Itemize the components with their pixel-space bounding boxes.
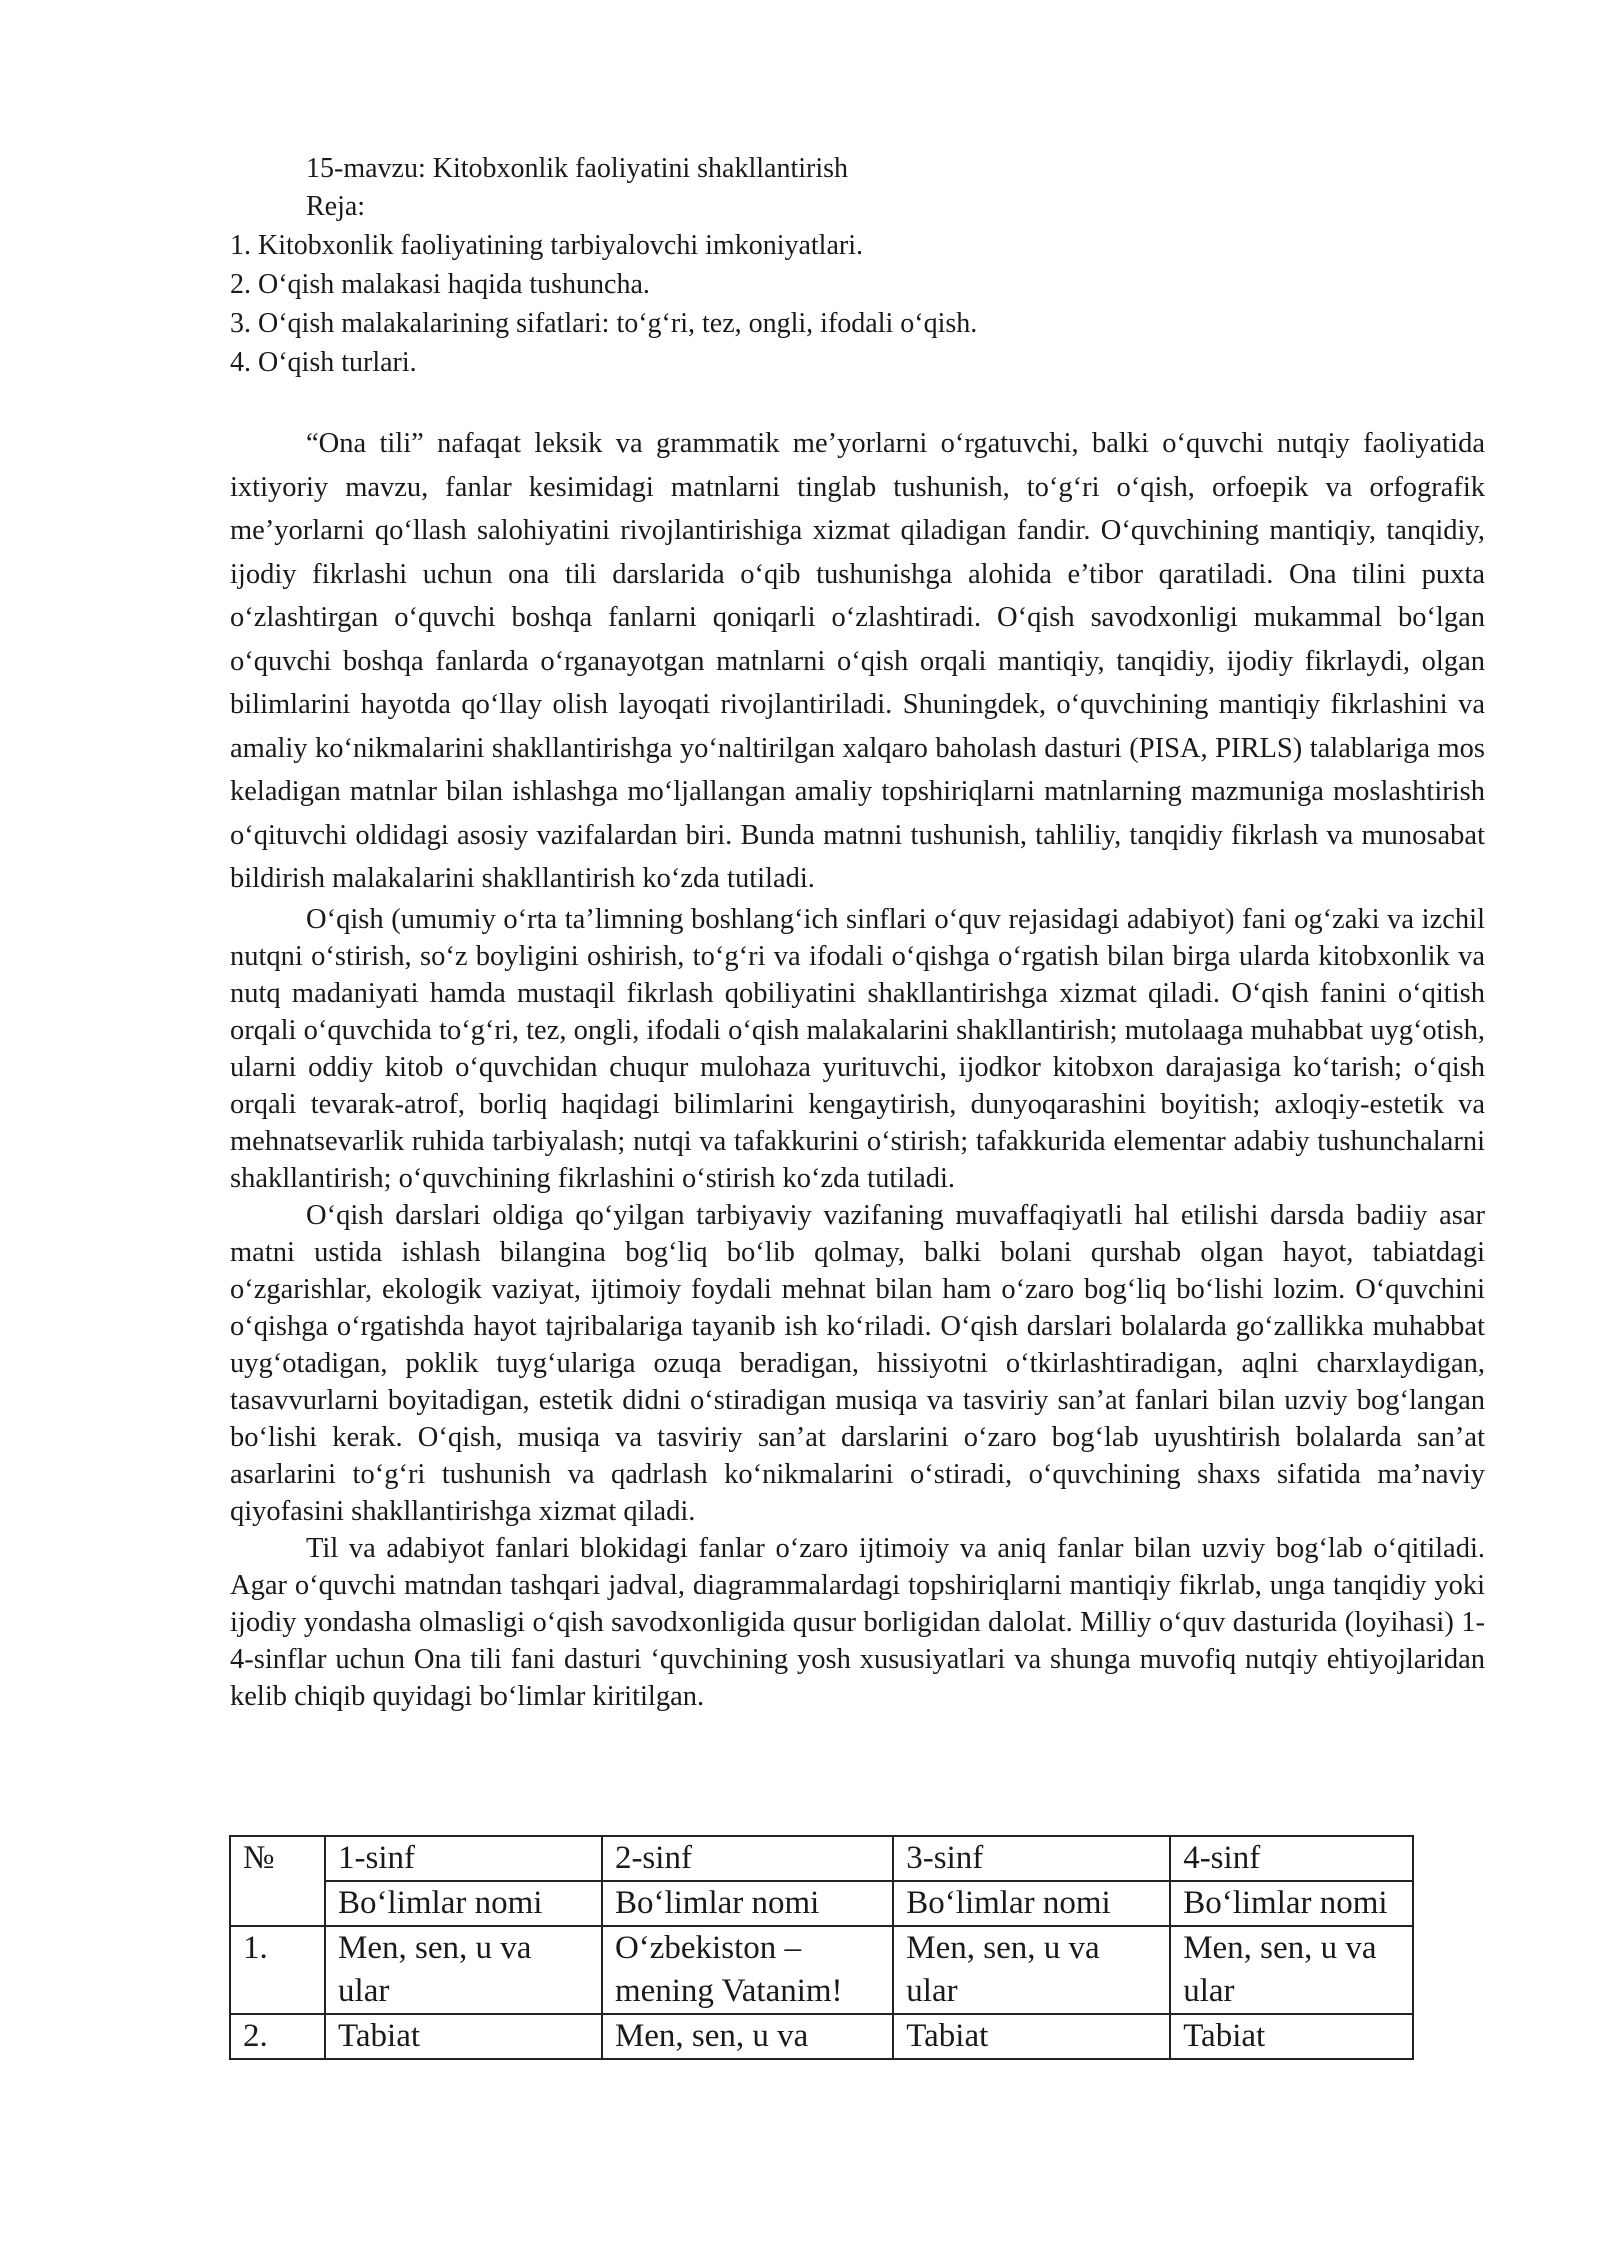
section-name-header: Bo‘limlar nomi [325,1881,602,1926]
document-body [230,150,1485,1715]
table-cell: O‘zbekiston – mening Vatanim! [602,1926,893,2014]
plan-list [230,226,1485,382]
table-cell: Men, sen, u va ular [325,1926,602,2014]
row-number: 2. [230,2014,325,2059]
grade-header: 1-sinf [325,1836,602,1881]
table-cell: Tabiat [325,2014,602,2059]
topic-title: 15-mavzu: Kitobxonlik faoliyatini shakllantirish [306,153,849,184]
table-subheader-row [230,1881,1413,1926]
paragraph: “Ona tili” nafaqat leksik va grammatik me’yorlarni o‘rgatuvchi, balki o‘quvchi nutqiy faoliyatida ixtiyoriy mavzu, fanlar kesimidagi matnlarni tinglab tushunish, to‘g‘ri o‘qish, orfoepik va orfografik me’yorlarni qo‘llash salohiyatini rivojlantirishiga xizmat qiladigan fandir. O‘quvchining mantiqiy, tanqidiy, ijodiy fikrlashi uchun ona tili darslarida o‘qib tushunishga alohida e’tibor qaratiladi. Ona tilini puxta o‘zlashtirgan o‘quvchi boshqa fanlarni qoniqarli o‘zlashtiradi. O‘qish savodxonligi mukammal bo‘lgan o‘quvchi boshqa fanlarda o‘rganayotgan matnlarni o‘qish orqali mantiqiy, tanqidiy, ijodiy fikrlaydi, olgan bilimlarini hayotda qo‘llay olish layoqati rivojlantiriladi. Shuningdek, o‘quvchining mantiqiy fikrlashini va amaliy ko‘nikmalarini shakllantirishga yo‘naltirilgan xalqaro baholash dasturi (PISA, PIRLS) talablariga mos keladigan matnlar bilan ishlashga mo‘ljallangan amaliy topshiriqlarni matnlarning mazmuniga moslashtirish o‘qituvchi oldidagi asosiy vazifalardan biri. Bunda matnni tushunish, tahliliy, tanqidiy fikrlash va munosabat bildirish malakalarini shakllantirish ko‘zda tutiladi. [230,428,1485,894]
table-cell: Tabiat [893,2014,1170,2059]
plan-item: 2. O‘qish malakasi haqida tushuncha. [230,269,650,300]
table-row [230,2014,1413,2059]
plan-item: 1. Kitobxonlik faoliyatining tarbiyalovchi imkoniyatlari. [230,230,863,261]
paragraph: O‘qish darslari oldiga qo‘yilgan tarbiyaviy vazifaning muvaffaqiyatli hal etilishi darsda badiiy asar matni ustida ishlash bilangina bog‘liq bo‘lib qolmay, balki bolani qurshab olgan hayot, tabiatdagi o‘zgarishlar, ekologik vaziyat, ijtimoiy foydali mehnat bilan ham o‘zaro bog‘liq bo‘lishi lozim. O‘quvchini o‘qishga o‘rgatishda hayot tajribalariga tayanib ish ko‘riladi. O‘qish darslari bolalarda go‘zallikka muhabbat uyg‘otadigan, poklik tuyg‘ulariga ozuqa beradigan, hissiyotni o‘tkirlashtiradigan, aqlni charxlaydigan, tasavvurlarni boyitadigan, estetik didni o‘stiradigan musiqa va tasviriy san’at fanlari bilan uzviy bog‘langan bo‘lishi kerak. O‘qish, musiqa va tasviriy san’at darslarini o‘zaro bog‘lab uyushtirish bolalarda san’at asarlarini to‘g‘ri tushunish va qadrlash ko‘nikmalarini o‘stiradi, o‘quvchining shaxs sifatida ma’naviy qiyofasini shakllantirishga xizmat qiladi. [230,1199,1485,1527]
section-name-header: Bo‘limlar nomi [1170,1881,1413,1926]
plan-item: 3. O‘qish malakalarining sifatlari: to‘g‘ri, tez, ongli, ifodali o‘qish. [230,308,978,339]
number-header: № [230,1836,325,1926]
plan-label: Reja: [306,191,366,222]
paragraph: O‘qish (umumiy o‘rta ta’limning boshlang‘ich sinflari o‘quv rejasidagi adabiyot) fani og‘zaki va izchil nutqni o‘stirish, so‘z boyligini oshirish, to‘g‘ri va ifodali o‘qishga o‘rgatish bilan birga ularda kitobxonlik va nutq madaniyati hamda mustaqil fikrlash qobiliyatini shakllantirishga xizmat qiladi. O‘qish fanini o‘qitish orqali o‘quvchida to‘g‘ri, tez, ongli, ifodali o‘qish malakalarini shakllantirish; mutolaaga muhabbat uyg‘otish, ularni oddiy kitob o‘quvchidan chuqur mulohaza yurituvchi, ijodkor kitobxon darajasiga ko‘tarish; o‘qish orqali tevarak-atrof, borliq haqidagi bilimlarini kengaytirish, dunyoqarashini boyitish; axloqiy-estetik va mehnatsevarlik ruhida tarbiyalash; nutqi va tafakkurini o‘stirish; tafakkurida elementar adabiy tushunchalarni shakllantirish; o‘quvchining fikrlashini o‘stirish ko‘zda tutiladi. [230,903,1485,1194]
spacer [230,382,1485,422]
plan-item: 4. O‘qish turlari. [230,347,417,378]
table-header-row [230,1836,1413,1881]
grade-header: 4-sinf [1170,1836,1413,1881]
table-row [230,1926,1413,2014]
table-cell: Men, sen, u va [602,2014,893,2059]
row-number: 1. [230,1926,325,2014]
table-cell: Tabiat [1170,2014,1413,2059]
grade-header: 2-sinf [602,1836,893,1881]
paragraph: Til va adabiyot fanlari blokidagi fanlar o‘zaro ijtimoiy va aniq fanlar bilan uzviy bog‘lab o‘qitiladi. Agar o‘quvchi matndan tashqari jadval, diagrammalardagi topshiriqlarni mantiqiy fikrlab, unga tanqidiy yoki ijodiy yondasha olmasligi o‘qish savodxonligida qusur borligidan dalolat. Milliy o‘quv dasturida (loyihasi) 1-4-sinflar uchun Ona tili fani dasturi ‘quvchining yosh xususiyatlari va shunga muvofiq nutqiy ehtiyojlaridan kelib chiqib quyidagi bo‘limlar kiritilgan. [230,1532,1485,1712]
table-cell: Men, sen, u va ular [1170,1926,1413,2014]
section-name-header: Bo‘limlar nomi [893,1881,1170,1926]
sections-table [229,1835,1414,2060]
grade-header: 3-sinf [893,1836,1170,1881]
section-name-header: Bo‘limlar nomi [602,1881,893,1926]
table-cell: Men, sen, u va ular [893,1926,1170,2014]
